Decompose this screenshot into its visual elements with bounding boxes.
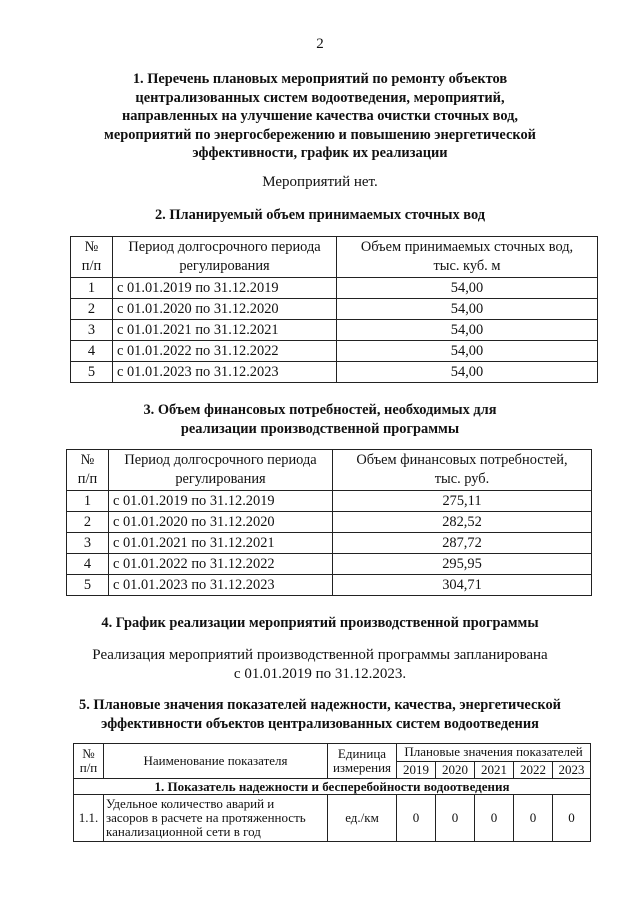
heading-line: 1. Перечень плановых мероприятий по ремонту объектов (132, 71, 508, 87)
heading-line: направленных на улучшение качества очистки сточных вод, (122, 108, 518, 124)
table-row: 5 с 01.01.2023 по 31.12.2023 304,71 (67, 575, 592, 596)
financial-needs-table (66, 449, 592, 596)
table-row: 2 с 01.01.2020 по 31.12.2020 54,00 (71, 299, 598, 320)
header-year: 2019 (397, 761, 436, 779)
indicator-unit: ед./км (328, 795, 397, 842)
section4-text (0, 646, 640, 684)
heading-line: эффективности объектов централизованных систем водоотведения (101, 715, 539, 732)
heading-line: централизованных систем водоотведения, мероприятий, (135, 89, 505, 106)
group-title: 1. Показатель надежности и бесперебойности водоотведения (74, 779, 591, 795)
text-line: Реализация мероприятий производственной программы запланирована (92, 647, 548, 663)
section1-heading (0, 70, 640, 163)
table-row: 4 с 01.01.2022 по 31.12.2022 295,95 (67, 554, 592, 575)
header-year: 2020 (436, 761, 475, 779)
table-row: 2 с 01.01.2020 по 31.12.2020 282,52 (67, 512, 592, 533)
section5-heading (0, 696, 640, 733)
indicators-table (73, 743, 591, 842)
table-row (74, 795, 591, 842)
text-line: с 01.01.2019 по 31.12.2023. (233, 666, 407, 682)
header-finance: Объем финансовых потребностей, тыс. руб. (333, 450, 592, 491)
header-number: № п/п (71, 237, 113, 278)
header-year: 2023 (553, 761, 591, 779)
header-unit: Единица измерения (328, 744, 397, 779)
table-header-row (74, 744, 591, 762)
header-period: Период долгосрочного периода регулирования (109, 450, 333, 491)
heading-line: мероприятий по энергосбережению и повышению энергетической (104, 126, 536, 143)
value-cell: 0 (475, 795, 514, 842)
heading-line: 3. Объем финансовых потребностей, необходимых для (143, 402, 497, 418)
section1-text: Мероприятий нет. (262, 174, 378, 190)
value-cell: 0 (553, 795, 591, 842)
section2-heading: 2. Планируемый объем принимаемых сточных вод (154, 207, 486, 223)
header-number: № п/п (74, 744, 104, 779)
table-header-row (71, 237, 598, 278)
heading-line: реализации производственной программы (180, 420, 460, 437)
table-row: 1 с 01.01.2019 по 31.12.2019 275,11 (67, 491, 592, 512)
header-volume: Объем принимаемых сточных вод, тыс. куб. м (337, 237, 598, 278)
heading-line: 5. Плановые значения показателей надежности, качества, энергетической (79, 697, 561, 713)
table-row: 4 с 01.01.2022 по 31.12.2022 54,00 (71, 341, 598, 362)
table-row: 1 с 01.01.2019 по 31.12.2019 54,00 (71, 278, 598, 299)
header-number: № п/п (67, 450, 109, 491)
table-header-row (67, 450, 592, 491)
header-indicator-name: Наименование показателя (104, 744, 328, 779)
table-row: 5 с 01.01.2023 по 31.12.2023 54,00 (71, 362, 598, 383)
group-row (74, 779, 591, 795)
header-plan-values: Плановые значения показателей (397, 744, 591, 762)
table-row: 3 с 01.01.2021 по 31.12.2021 287,72 (67, 533, 592, 554)
section4-heading: 4. График реализации мероприятий производственной программы (101, 615, 539, 631)
value-cell: 0 (436, 795, 475, 842)
value-cell: 0 (397, 795, 436, 842)
page-number: 2 (316, 36, 324, 52)
heading-line: эффективности, график их реализации (192, 145, 448, 161)
value-cell: 0 (514, 795, 553, 842)
indicator-name: Удельное количество аварий и засоров в расчете на протяженность канализационной сети в год (104, 795, 328, 842)
wastewater-volume-table (70, 236, 598, 383)
table-row: 3 с 01.01.2021 по 31.12.2021 54,00 (71, 320, 598, 341)
header-period: Период долгосрочного периода регулирования (113, 237, 337, 278)
section3-heading (0, 401, 640, 438)
row-number: 1.1. (74, 795, 104, 842)
header-year: 2022 (514, 761, 553, 779)
header-year: 2021 (475, 761, 514, 779)
